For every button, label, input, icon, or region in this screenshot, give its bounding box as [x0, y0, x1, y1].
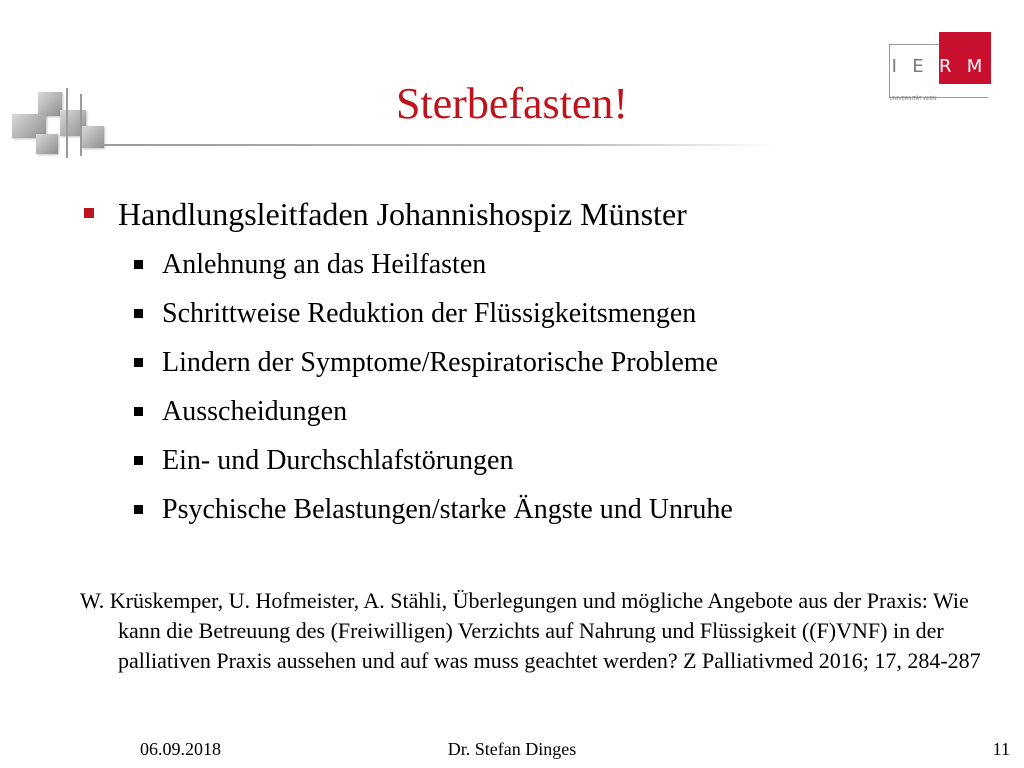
- square-bullet-icon: [134, 358, 143, 367]
- title-underline: [100, 144, 780, 146]
- main-bullet-text: Handlungsleitfaden Johannishospiz Münster: [118, 196, 687, 232]
- list-item: Psychische Belastungen/starke Ängste und Unruhe: [80, 485, 980, 534]
- square-bullet-icon: [134, 309, 143, 318]
- footer-page-number: 11: [992, 739, 1010, 759]
- list-item: Ausscheidungen: [80, 387, 980, 436]
- list-item: Anlehnung an das Heilfasten: [80, 240, 980, 289]
- square-bullet-icon: [134, 456, 143, 465]
- slide-title: Sterbefasten!: [395, 79, 629, 128]
- list-item: Lindern der Symptome/Respiratorische Probleme: [80, 338, 980, 387]
- square-bullet-icon: [134, 260, 143, 269]
- main-bullet: [80, 192, 980, 236]
- footer-author: Dr. Stefan Dinges: [447, 739, 577, 759]
- reference-citation: W. Krüskemper, U. Hofmeister, A. Stähli, Überlegungen und mögliche Angebote aus der Praxis: Wie kann die Betreuung des (Freiwilligen) Verzichts auf Nahrung und Flüssigkeit ((F)VNF) in der palliativen Praxis aussehen und auf was muss geachtet werden? Z Palliativmed 2016; 17, 284-287: [80, 588, 981, 673]
- slide-content: [80, 192, 980, 534]
- square-bullet-icon: [134, 505, 143, 514]
- square-bullet-icon: [84, 208, 94, 218]
- logo-subtitle: UNIVERSITÄT WIEN: [889, 96, 937, 102]
- sub-bullet-list: [80, 240, 980, 534]
- list-item: Ein- und Durchschlafstörungen: [80, 436, 980, 485]
- square-bullet-icon: [134, 407, 143, 416]
- list-item: Schrittweise Reduktion der Flüssigkeitsmengen: [80, 289, 980, 338]
- ierm-logo: I E R M UNIVERSITÄT WIEN: [885, 32, 991, 106]
- footer-date: 06.09.2018: [140, 739, 221, 759]
